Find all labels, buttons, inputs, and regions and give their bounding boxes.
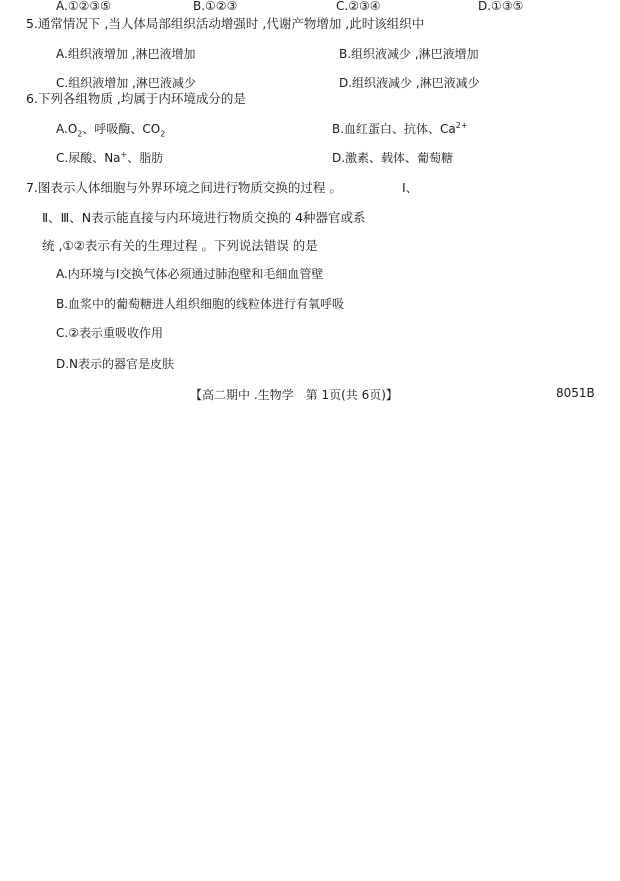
q4-option-a: A.①②③⑤	[56, 0, 111, 13]
q6-option-c: C.尿酸、Na+、脂肪	[56, 150, 164, 165]
footer-page-info: 【高二期中 .生物学 第 1页(共 6页)】	[190, 388, 398, 402]
page-footer	[0, 386, 620, 404]
q6-option-d: D.激素、载体、葡萄糖	[332, 151, 454, 165]
q6-stem: 6.下列各组物质 ,均属于内环境成分的是	[26, 91, 246, 106]
q7-stem-line1-tail: I、	[402, 180, 419, 195]
q4-option-d: D.①③⑤	[478, 0, 524, 13]
q7-stem-line3: 统 ,①②表示有关的生理过程 。下列说法错误 的是	[42, 238, 318, 253]
q7-option-b: B.血浆中的葡萄糖进人组织细胞的线粒体进行有氧呼吸	[56, 297, 345, 311]
q7-option-c: C.②表示重吸收作用	[56, 326, 163, 340]
q4-option-c: C.②③④	[336, 0, 381, 13]
q5-option-a: A.组织液增加 ,淋巴液增加	[56, 47, 196, 61]
q7-option-d: D.N表示的器官是皮肤	[56, 357, 175, 371]
footer-exam-code: 8051B	[556, 386, 595, 400]
q5-option-b: B.组织液减少 ,淋巴液增加	[339, 47, 479, 61]
q7-option-a: A.内环境与I交换气体必须通过肺泡壁和毛细血管壁	[56, 267, 324, 281]
q7-stem-line2: Ⅱ、Ⅲ、N表示能直接与内环境进行物质交换的 4种器官或系	[42, 210, 366, 225]
q4-option-b: B.①②③	[193, 0, 238, 13]
q5-option-c: C.组织液增加 ,淋巴液减少	[56, 76, 196, 90]
q5-stem: 5.通常情况下 ,当人体局部组织活动增强时 ,代谢产物增加 ,此时该组织中	[26, 16, 425, 31]
q7-stem-line1: 7.图表示人体细胞与外界环境之间进行物质交换的过程 。	[26, 180, 342, 195]
q5-option-d: D.组织液减少 ,淋巴液减少	[339, 76, 480, 90]
q6-option-a: $A.O_2$、呼吸酶、$CO_2$	[56, 122, 166, 139]
q6-option-b: B.血红蛋白、抗体、$Ca^{2+}$	[332, 121, 468, 136]
